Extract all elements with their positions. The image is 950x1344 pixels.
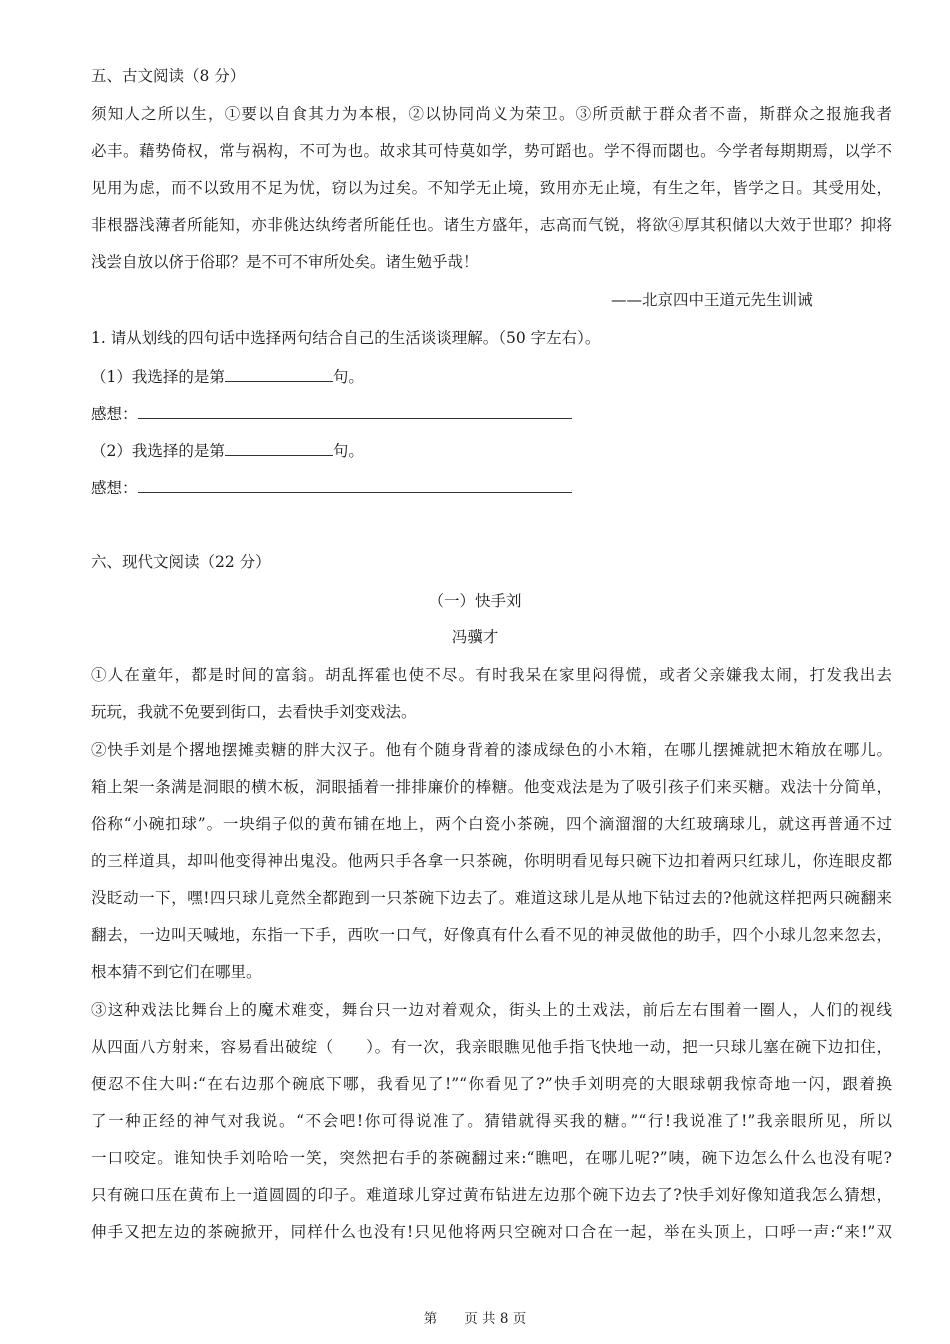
article-line: 翻去，一边叫天喊地，东指一下手，西吹一口气，好像真有什么看不见的神灵做他的助手，四个小球儿忽来忽去， [91,926,892,944]
article-line: ②快手刘是个撂地摆摊卖糖的胖大汉子。他有个随身背着的漆成绿色的小木箱，在哪儿摆摊就把木箱放在哪儿。 [91,741,892,759]
thought-1-blank[interactable] [138,403,572,419]
article-line: 便忍不住大叫:“在右边那个碗底下哪，我看见了!”“你看见了?”快手刘明亮的大眼球朝我惊奇地一闪，跟着换 [91,1075,892,1093]
article-line: ①人在童年，都是时间的富翁。胡乱挥霍也使不尽。有时我呆在家里闷得慌，或者父亲嫌我太闹，打发我出去 [91,666,892,684]
article-line: 伸手又把左边的茶碗掀开，同样什么也没有!只见他将两只空碗对口合在一起，举在头顶上，口呼一声:“来!”双 [91,1223,892,1241]
choice-2-blank[interactable] [225,440,333,456]
choice-1-blank[interactable] [225,366,333,382]
thought-2-label: 感想： [91,479,138,497]
article-line: 没眨动一下，嘿!四只球儿竟然全都跑到一只茶碗下边去了。难道这球儿是从地下钻过去的?他就这样把两只碗翻来 [91,889,892,907]
article-line: 根本猜不到它们在哪里。 [91,963,262,981]
section5-passage-line: 须知人之所以生，①要以自食其力为本根，②以协同尚义为荣卫。③所贡献于群众者不啬，斯群众之报施我者 [91,105,892,123]
article-line: 一口咬定。谁知快手刘哈哈一笑，突然把右手的茶碗翻过来:“瞧吧，在哪儿呢?”咦，碗下边怎么什么也没有呢? [91,1149,892,1167]
choice-2-suffix: 句。 [332,442,364,460]
thought-1-label: 感想： [91,405,138,423]
section5-passage-line: 非根器浅薄者所能知，亦非佻达纨绔者所能任也。诸生方盛年，志高而气锐，将欲④厚其积储以大效于世耶？抑将 [91,216,892,234]
article-line: 从四面八方射来，容易看出破绽（ ）。有一次，我亲眼瞧见他手指飞快地一动，把一只球儿塞在碗下边扣住， [91,1038,892,1056]
article-line: 俗称“小碗扣球”。一块绢子似的黄布铺在地上，两个白瓷小茶碗，四个滴溜溜的大红玻璃球儿，就这再普通不过 [91,815,892,833]
article-line: 玩玩，我就不免要到街口，去看快手刘变戏法。 [91,703,417,721]
question-1: 1. 请从划线的四句话中选择两句结合自己的生活谈谈理解。（50 字左右）。 [91,329,601,347]
article-line: ③这种戏法比舞台上的魔术难变，舞台只一边对着观众，街头上的土戏法，前后左右围着一圈人，人们的视线 [91,1001,892,1019]
article-title: （一）快手刘 [428,592,522,610]
choice-1-row [91,366,364,387]
page-footer: 第 页 共 8 页 [423,1311,527,1327]
choice-1-suffix: 句。 [332,368,364,386]
section5-passage-line: 浅尝自放以侪于俗耶？是不可不审所处矣。诸生勉乎哉！ [91,253,479,271]
choice-2-row [91,440,364,461]
section6-heading: 六、现代文阅读（22 分） [91,553,271,571]
article-line: 了一种正经的神气对我说。“不会吧!你可得说准了。猜错就得买我的糖。”“行!我说准了!”我亲眼所见，所以 [91,1112,892,1130]
choice-2-prefix: （2）我选择的是第 [91,442,225,460]
thought-2-row [91,477,572,498]
section5-passage-line: 见用为虑，而不以致用不足为忧，窃以为过矣。不知学无止境，致用亦无止境，有生之年，皆学之日。其受用处， [91,179,892,197]
article-line: 的三样道具，却叫他变得神出鬼没。他两只手各拿一只茶碗，你明明看见每只碗下边扣着两只红球儿，你连眼皮都 [91,852,892,870]
thought-1-row [91,403,572,424]
article-line: 只有碗口压在黄布上一道圆圆的印子。难道球儿穿过黄布钻进左边那个碗下边去了?快手刘好像知道我怎么猜想， [91,1186,892,1204]
section5-heading: 五、古文阅读（8 分） [91,67,246,85]
thought-2-blank[interactable] [138,477,572,493]
article-line: 箱上架一条满是洞眼的横木板，洞眼插着一排排廉价的棒糖。他变戏法是为了吸引孩子们来买糖。戏法十分简单， [91,778,892,796]
choice-1-prefix: （1）我选择的是第 [91,368,225,386]
article-author: 冯骥才 [451,628,499,646]
section5-passage-line: 必丰。藉势倚权，常与祸构，不可为也。故求其可恃莫如学，势可蹈也。学不得而閟也。今学者每期期焉，以学不 [91,142,892,160]
source-attribution: ——北京四中王道元先生训诫 [611,291,813,309]
